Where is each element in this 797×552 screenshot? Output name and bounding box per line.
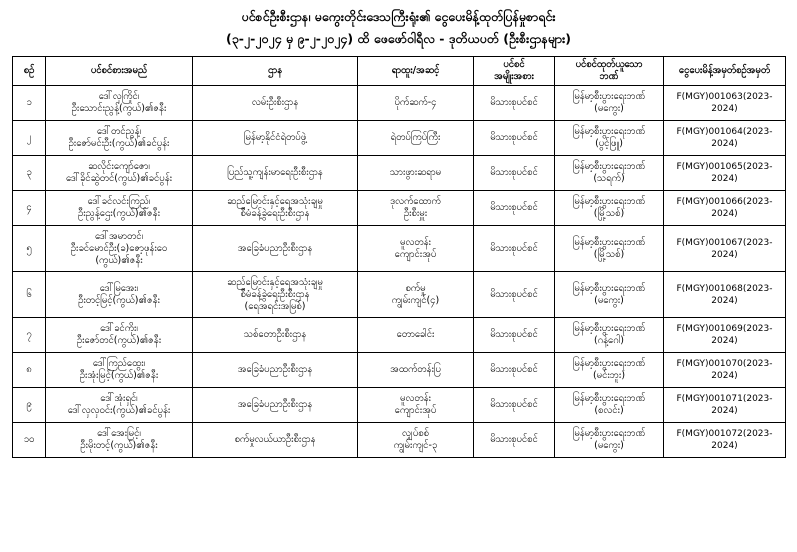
position-line: ပိုက်ဆက်-၄	[394, 97, 437, 108]
bank-line: မြန်မာ့စီးပွားရေးဘဏ်	[572, 393, 646, 404]
position-line: မူလတန်း	[400, 393, 431, 404]
pensioner-name-line: ဦးဇော်တင်(ကွယ်)၏ဇနီး	[76, 335, 162, 346]
department	[193, 226, 358, 272]
position-line: ကျောင်းအုပ်	[394, 405, 437, 416]
department	[193, 191, 358, 226]
position	[358, 318, 474, 353]
table-row	[13, 121, 786, 156]
pensioner-name-line: ဦးခင်မောင်ဦး(ခ)ဇော့ဖုန်းဝေ	[70, 242, 168, 254]
pensioner-name-line: ဒေါ်တင်ညွန့်၊	[96, 126, 142, 137]
order-number: F(MGY)001068(2023-2024)	[664, 272, 786, 318]
bank-line: မြန်မာ့စီးပွားရေးဘဏ်	[572, 236, 646, 248]
position-line: ဒုလက်ထောက်	[390, 196, 441, 207]
position-line: အထက်တန်းပြ	[390, 364, 441, 375]
position-line: ကျွမ်းကျင်(၄)	[391, 294, 440, 306]
position-line: ကျောင်းအုပ်	[394, 248, 437, 260]
position	[358, 86, 474, 121]
bank-line: (မကွေး)	[594, 103, 624, 114]
bank-line: မြန်မာ့စီးပွားရေးဘဏ်	[572, 358, 646, 369]
table-body	[13, 86, 786, 458]
position	[358, 423, 474, 458]
bank	[555, 353, 664, 388]
bank-line: (မြို့သစ်)	[593, 208, 625, 219]
pension-type: မိသားစုပင်စင်	[474, 226, 555, 272]
bank	[555, 423, 664, 458]
pensioner-name-line: ဦးအုံးမြင့်(ကွယ်)၏ဇနီး	[79, 370, 159, 381]
position-line: ဦးစီးမှူး	[403, 208, 428, 219]
pensioner-name-line: ဒေါ်မြအေး၊	[99, 282, 139, 294]
bank	[555, 388, 664, 423]
pensioner-name-line: ဒေါ်အေးမြင့်၊	[97, 428, 141, 439]
table-row	[13, 226, 786, 272]
position	[358, 353, 474, 388]
pension-type: မိသားစုပင်စင်	[474, 423, 555, 458]
department-line: လမ်းဦးစီးဌာန	[251, 97, 299, 108]
row-number: ၅	[13, 226, 46, 272]
pension-type: မိသားစုပင်စင်	[474, 86, 555, 121]
pensioner-name	[46, 191, 193, 226]
bank	[555, 226, 664, 272]
table-row	[13, 353, 786, 388]
pensioner-name-line: ဦးညွန့်ဌေး(ကွယ်)၏ဇနီး	[78, 208, 160, 219]
bank	[555, 121, 664, 156]
order-number: F(MGY)001066(2023-2024)	[664, 191, 786, 226]
pensioner-name-line: ဒေါ်ကြည်ထွေး၊	[92, 358, 146, 369]
order-number: F(MGY)001065(2023-2024)	[664, 156, 786, 191]
row-number: ၇	[13, 318, 46, 353]
department-line: မြန်မာ့နိုင်ငံရဲတပ်ဖွဲ့	[243, 132, 307, 143]
department	[193, 121, 358, 156]
row-number: ၈	[13, 353, 46, 388]
position-line: ရဲတပ်ကြပ်ကြီး	[390, 132, 441, 143]
department-line: ပြည်သူ့ကျန်းမာရေးဦးစီးဌာန	[227, 167, 323, 178]
row-number: ၃	[13, 156, 46, 191]
bank	[555, 272, 664, 318]
bank	[555, 86, 664, 121]
header-department: ဌာန	[193, 57, 358, 86]
pension-type: မိသားစုပင်စင်	[474, 121, 555, 156]
order-number: F(MGY)001070(2023-2024)	[664, 353, 786, 388]
department-line: အခြေခံပညာဦးစီးဌာန	[237, 242, 313, 254]
document-subtitle: (၃-၂-၂၀၂၄ မှ ၉-၂-၂၀၂၄) ထိ ဖေဖော်ဝါရီလ - ဒုတိယပတ် (ဦးစီးဌာနများ)	[226, 31, 571, 46]
pensioner-name-line: ဒေါ်ခိုင်ဆွဲတင်(ကွယ်)၏ခင်ပွန်း	[65, 173, 173, 184]
row-number: ၆	[13, 272, 46, 318]
department-line: စီမံခန့်ခွဲရေးဦးစီးဌာန	[240, 208, 310, 219]
pensioner-name-line: (ကွယ်)၏ဇနီး	[95, 254, 143, 266]
bank-line: မြန်မာ့စီးပွားရေးဘဏ်	[572, 196, 646, 207]
department-line: စီမံခန့်ခွဲရေးဦးစီးဌာန	[240, 288, 310, 300]
position	[358, 226, 474, 272]
department	[193, 156, 358, 191]
bank	[555, 191, 664, 226]
bank-line: မြန်မာ့စီးပွားရေးဘဏ်	[572, 161, 646, 172]
header-pension-type	[474, 57, 555, 86]
bank-line: (မကွေး)	[594, 440, 624, 451]
position	[358, 191, 474, 226]
order-number: F(MGY)001069(2023-2024)	[664, 318, 786, 353]
header-no: စဉ်	[13, 57, 46, 86]
pensioner-name-line: ဦးသောင်းညွန့်(ကွယ်)၏ဇနီး	[71, 103, 167, 114]
header-pension-type-line: ပင်စင်	[503, 59, 525, 70]
pensioner-name	[46, 86, 193, 121]
header-bank-line: ဘဏ်	[599, 71, 619, 82]
pensioner-name-line: ဦးတင့်မြင့်(ကွယ်)၏ဇနီး	[78, 294, 160, 306]
bank-line: မြန်မာ့စီးပွားရေးဘဏ်	[572, 91, 646, 102]
row-number: ၁	[13, 86, 46, 121]
table-row	[13, 388, 786, 423]
header-pension-type-line: အမျိုးအစား	[494, 71, 534, 82]
bank-line: (သရက်)	[593, 173, 625, 184]
table-row	[13, 318, 786, 353]
position	[358, 121, 474, 156]
header-bank-line: ပင်စင်ထုတ်ယူသော	[575, 59, 643, 70]
pensioner-name	[46, 388, 193, 423]
position-line: လျှပ်စစ်	[402, 428, 429, 439]
department	[193, 272, 358, 318]
pension-type: မိသားစုပင်စင်	[474, 388, 555, 423]
table-row	[13, 191, 786, 226]
bank-line: (ဂန့်ဂေါ)	[594, 335, 624, 346]
row-number: ၂	[13, 121, 46, 156]
pensioner-name-line: ဦးမိုးတင့်(ကွယ်)၏ဇနီး	[80, 440, 158, 451]
department	[193, 353, 358, 388]
position-line: မူလတန်း	[400, 236, 431, 248]
bank	[555, 318, 664, 353]
department-line: ဆည်မြောင်းနှင့်ရေအသုံးချမှု	[227, 276, 323, 288]
pension-type: မိသားစုပင်စင်	[474, 272, 555, 318]
pensioner-name	[46, 226, 193, 272]
pension-order-table	[12, 56, 786, 458]
position-line: သားဖွားဆရာမ	[389, 167, 442, 178]
bank-line: (စလင်း)	[594, 405, 624, 416]
department	[193, 388, 358, 423]
table-row	[13, 86, 786, 121]
position	[358, 388, 474, 423]
order-number: F(MGY)001067(2023-2024)	[664, 226, 786, 272]
table-row	[13, 156, 786, 191]
order-number: F(MGY)001063(2023-2024)	[664, 86, 786, 121]
position-line: တောခေါင်း	[396, 329, 435, 340]
pensioner-name	[46, 121, 193, 156]
pensioner-name	[46, 156, 193, 191]
pensioner-name-line: ဒေါ်ခင်ကိုး၊	[100, 323, 138, 334]
bank-line: မြန်မာ့စီးပွားရေးဘဏ်	[572, 282, 646, 294]
department-line: ဆည်မြောင်းနှင့်ရေအသုံးချမှု	[227, 196, 323, 207]
pension-type: မိသားစုပင်စင်	[474, 156, 555, 191]
bank-line: (မြို့သစ်)	[593, 248, 625, 260]
header-order-no: ငွေပေးမိန့်အမှတ်စဉ်အမှတ်	[664, 57, 786, 86]
pensioner-name	[46, 318, 193, 353]
department	[193, 86, 358, 121]
bank	[555, 156, 664, 191]
department-line: (ရေအရင်းအမြစ်)	[244, 300, 306, 312]
pensioner-name	[46, 353, 193, 388]
table-header-row	[13, 57, 786, 86]
department-line: စက်မှုလယ်ယာဦးစီးဌာန	[234, 434, 316, 445]
row-number: ၉	[13, 388, 46, 423]
pensioner-name-line: ဒေါ်အမာတင်၊	[94, 230, 144, 242]
header-bank	[555, 57, 664, 86]
pensioner-name-line: ဦးဇော်မင်းဦး(ကွယ်)၏ခင်ပွန်း	[68, 138, 170, 149]
pensioner-name	[46, 272, 193, 318]
bank-line: (မကွေး)	[594, 294, 624, 306]
order-number: F(MGY)001064(2023-2024)	[664, 121, 786, 156]
order-number: F(MGY)001071(2023-2024)	[664, 388, 786, 423]
header-township: ရာထူး/အဆင့်	[358, 57, 474, 86]
pension-type: မိသားစုပင်စင်	[474, 191, 555, 226]
pensioner-name	[46, 423, 193, 458]
bank-line: မြန်မာ့စီးပွားရေးဘဏ်	[572, 323, 646, 334]
department-line: သစ်တောဦးစီးဌာန	[243, 329, 307, 340]
pensioner-name-line: ဒေါ်လှလှဝင်း(ကွယ်)၏ခင်ပွန်း	[67, 405, 171, 416]
header-name: ပင်စင်စားအမည်	[46, 57, 193, 86]
row-number: ၄	[13, 191, 46, 226]
department-line: အခြေခံပညာဦးစီးဌာန	[237, 364, 313, 375]
position-line: ကျွမ်းကျင်-၃	[393, 440, 438, 451]
table-row	[13, 423, 786, 458]
order-number: F(MGY)001072(2023-2024)	[664, 423, 786, 458]
department-line: အခြေခံပညာဦးစီးဌာန	[237, 399, 313, 410]
bank-line: မြန်မာ့စီးပွားရေးဘဏ်	[572, 126, 646, 137]
department	[193, 318, 358, 353]
pensioner-name-line: ဆလိုင်းကျော်ဇော၊	[88, 161, 150, 172]
bank-line: (မင်းဘူး)	[592, 370, 626, 381]
position	[358, 272, 474, 318]
pensioner-name-line: ဒေါ်လှကြိုင်၊	[98, 91, 140, 102]
pensioner-name-line: ဒေါ်အုံးရှင်၊	[100, 393, 138, 404]
department	[193, 423, 358, 458]
position	[358, 156, 474, 191]
bank-line: မြန်မာ့စီးပွားရေးဘဏ်	[572, 428, 646, 439]
pensioner-name-line: ဒေါ်ခင်လင်းကြည်၊	[87, 196, 151, 207]
pension-type: မိသားစုပင်စင်	[474, 353, 555, 388]
position-line: စက်မှု	[405, 282, 426, 294]
pension-type: မိသားစုပင်စင်	[474, 318, 555, 353]
bank-line: (ပွင့်ဖြူ)	[595, 138, 623, 149]
document-title: ပင်စင်ဦးစီးဌာန၊ မကွေးတိုင်းဒေသကြီးရုံး၏ ငွေပေးမိန့်ထုတ်ပြန်မှုစာရင်း	[241, 9, 556, 24]
row-number: ၁၀	[13, 423, 46, 458]
table-row	[13, 272, 786, 318]
